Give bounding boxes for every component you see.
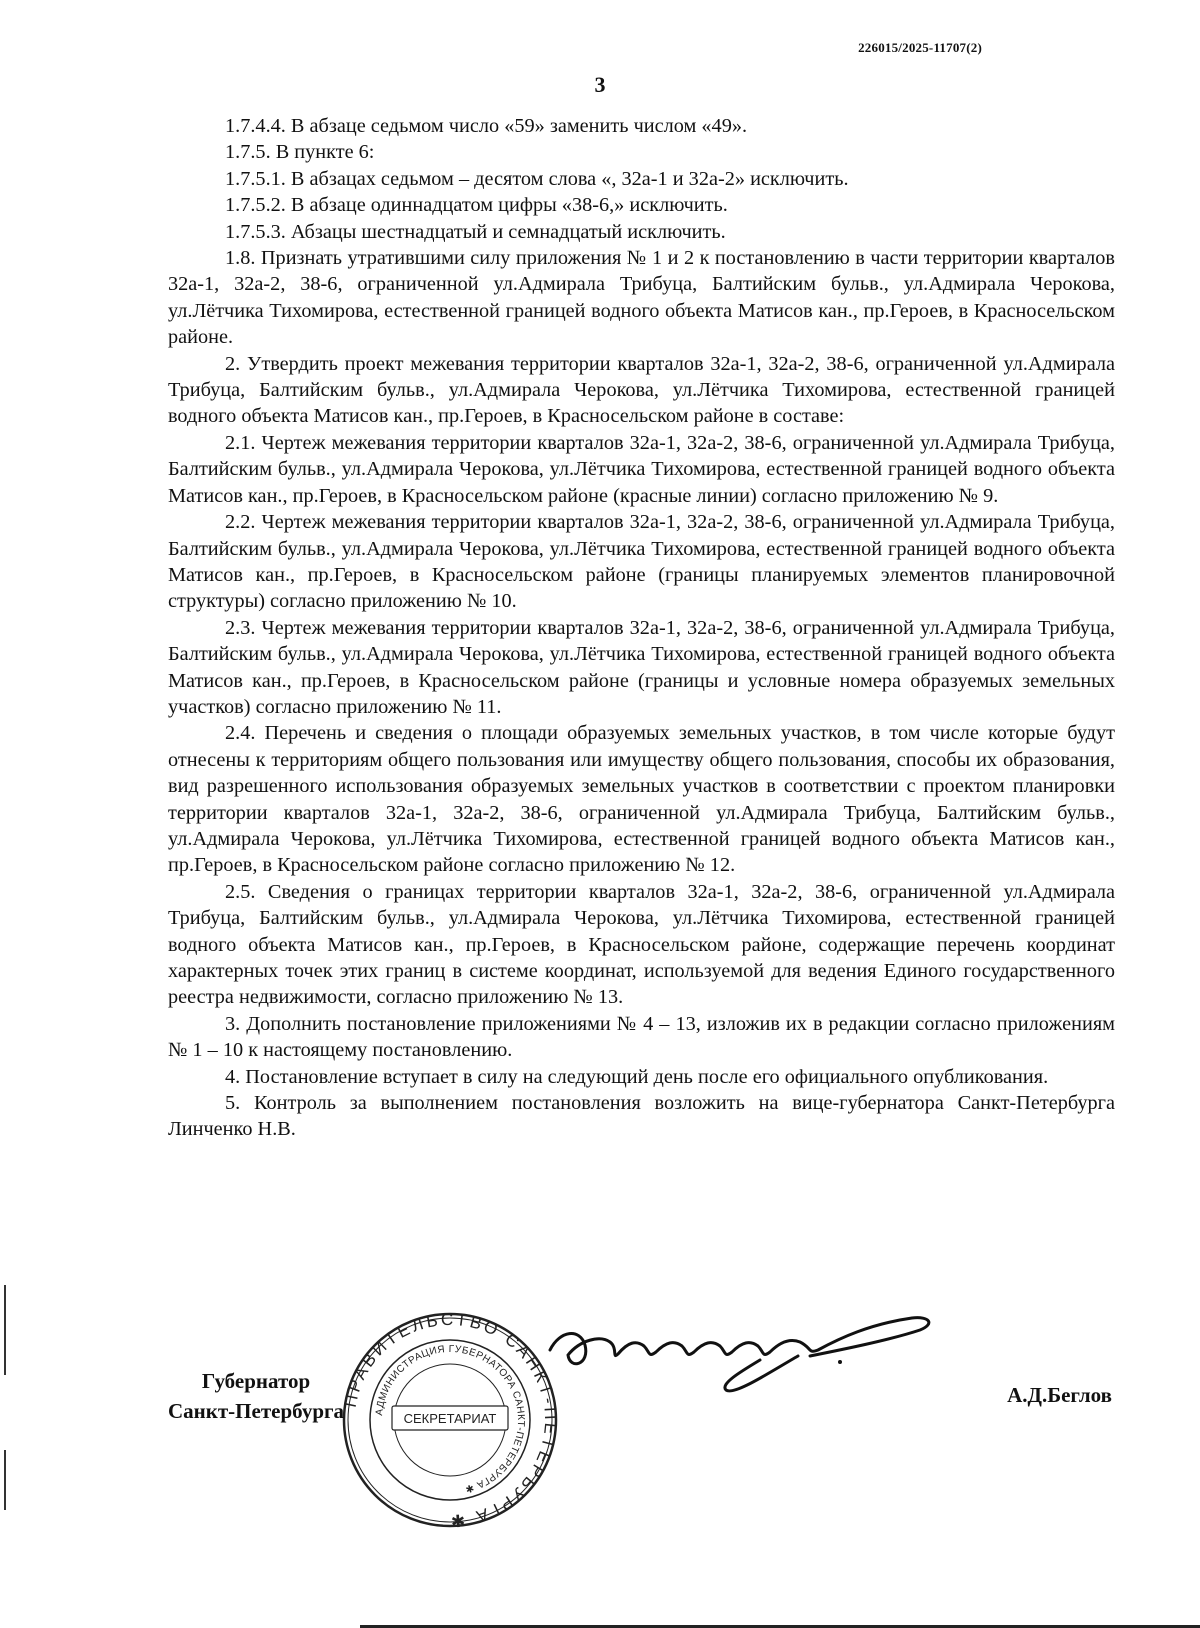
paragraph-5: 5. Контроль за выполнением постановления возложить на вице-губернатора Санкт-Петербурга Линченко Н.В. <box>168 1092 1115 1141</box>
paragraph-1-7-5: 1.7.5. В пункте 6: <box>225 141 375 164</box>
scan-margin-mark <box>4 1285 6 1375</box>
paragraph-1-7-5-3: 1.7.5.3. Абзацы шестнадцатый и семнадцатый исключить. <box>225 220 726 243</box>
signatory-position <box>168 1366 344 1426</box>
svg-text:АДМИНИСТРАЦИЯ ГУБЕРНАТОРА САНК: АДМИНИСТРАЦИЯ ГУБЕРНАТОРА САНКТ-ПЕТЕРБУРГА ✱ <box>374 1343 527 1495</box>
document-registration-number: 226015/2025-11707(2) <box>858 40 982 55</box>
handwritten-signature <box>540 1310 940 1400</box>
position-city: Санкт-Петербурга <box>168 1399 345 1423</box>
svg-text:ПРАВИТЕЛЬСТВО САНКТ-ПЕТЕРБУРГА: ПРАВИТЕЛЬСТВО САНКТ-ПЕТЕРБУРГА ✱ <box>340 1310 561 1530</box>
paragraph-2: 2. Утвердить проект межевания территории кварталов 32а-1, 32а-2, 38-6, ограниченной ул.Адмирала Трибуца, Балтийским бульв., ул.Адмирала Черокова, ул.Лётчика Тихомирова, естественной границей водного объекта Матисов кан., пр.Героев, в Красносельском районе в составе: <box>168 352 1115 428</box>
signatory-name: А.Д.Беглов <box>1007 1383 1112 1407</box>
paragraph-2-5: 2.5. Сведения о границах территории кварталов 32а-1, 32а-2, 38-6, ограниченной ул.Адмирала Трибуца, Балтийским бульв., ул.Адмирала Черокова, ул.Лётчика Тихомирова, естественной границей водного объекта Матисов кан., пр.Героев, в Красносельском районе, содержащие перечень координат характерных точек этих границ в системе координат, используемой для ведения Единого государственного реестра недвижимости, согласно приложению № 13. <box>168 880 1115 1009</box>
paragraph-2-3: 2.3. Чертеж межевания территории кварталов 32а-1, 32а-2, 38-6, ограниченной ул.Адмирала Трибуца, Балтийским бульв., ул.Адмирала Черокова, ул.Лётчика Тихомирова, естественной границей водного объекта Матисов кан., пр.Героев, в Красносельском районе (границы и условные номера образуемых земельных участков) согласно приложению № 11. <box>168 616 1115 718</box>
paragraph-2-2: 2.2. Чертеж межевания территории кварталов 32а-1, 32а-2, 38-6, ограниченной ул.Адмирала Трибуца, Балтийским бульв., ул.Адмирала Черокова, ул.Лётчика Тихомирова, естественной границей водного объекта Матисов кан., пр.Героев, в Красносельском районе (границы планируемых элементов планировочной структуры) согласно приложению № 10. <box>168 511 1115 613</box>
page-number: 3 <box>594 72 606 97</box>
official-seal-stamp <box>330 1310 570 1530</box>
paragraph-2-1: 2.1. Чертеж межевания территории кварталов 32а-1, 32а-2, 38-6, ограниченной ул.Адмирала Трибуца, Балтийским бульв., ул.Адмирала Черокова, ул.Лётчика Тихомирова, естественной границей водного объекта Матисов кан., пр.Героев, в Красносельском районе (красные линии) согласно приложению № 9. <box>168 431 1115 507</box>
paragraph-4: 4. Постановление вступает в силу на следующий день после его официального опубликования. <box>225 1065 1049 1088</box>
paragraph-3: 3. Дополнить постановление приложениями № 4 – 13, изложив их в редакции согласно приложениям № 1 – 10 к настоящему постановлению. <box>168 1012 1115 1062</box>
document-body <box>168 113 1115 1143</box>
svg-text:СЕКРЕТАРИАТ: СЕКРЕТАРИАТ <box>403 1411 497 1426</box>
paragraph-1-7-4-4: 1.7.4.4. В абзаце седьмом число «59» заменить числом «49». <box>225 115 748 137</box>
scan-margin-mark <box>4 1450 6 1510</box>
position-title: Губернатор <box>201 1369 311 1393</box>
paragraph-1-8: 1.8. Признать утратившими силу приложения № 1 и 2 к постановлению в части территории кварталов 32а-1, 32а-2, 38-6, ограниченной ул.Адмирала Трибуца, Балтийским бульв., ул.Адмирала Черокова, ул.Лётчика Тихомирова, естественной границей водного объекта Матисов кан., пр.Героев, в Красносельском районе. <box>168 247 1115 349</box>
paragraph-2-4: 2.4. Перечень и сведения о площади образуемых земельных участков, в том числе которые будут отнесены к территориям общего пользования или имуществу общего пользования, способы их образования, вид разрешенного использования образуемых земельных участков в соответствии с проектом планировки территории кварталов 32а-1, 32а-2, 38-6, ограниченной ул.Адмирала Трибуца, Балтийским бульв., ул.Адмирала Черокова, ул.Лётчика Тихомирова, естественной границей водного объекта Матисов кан., пр.Героев, в Красносельском районе согласно приложению № 12. <box>168 722 1115 877</box>
paragraph-1-7-5-2: 1.7.5.2. В абзаце одиннадцатом цифры «38-6,» исключить. <box>225 194 728 217</box>
paragraph-1-7-5-1: 1.7.5.1. В абзацах седьмом – десятом слова «, 32а-1 и 32а-2» исключить. <box>225 167 849 190</box>
